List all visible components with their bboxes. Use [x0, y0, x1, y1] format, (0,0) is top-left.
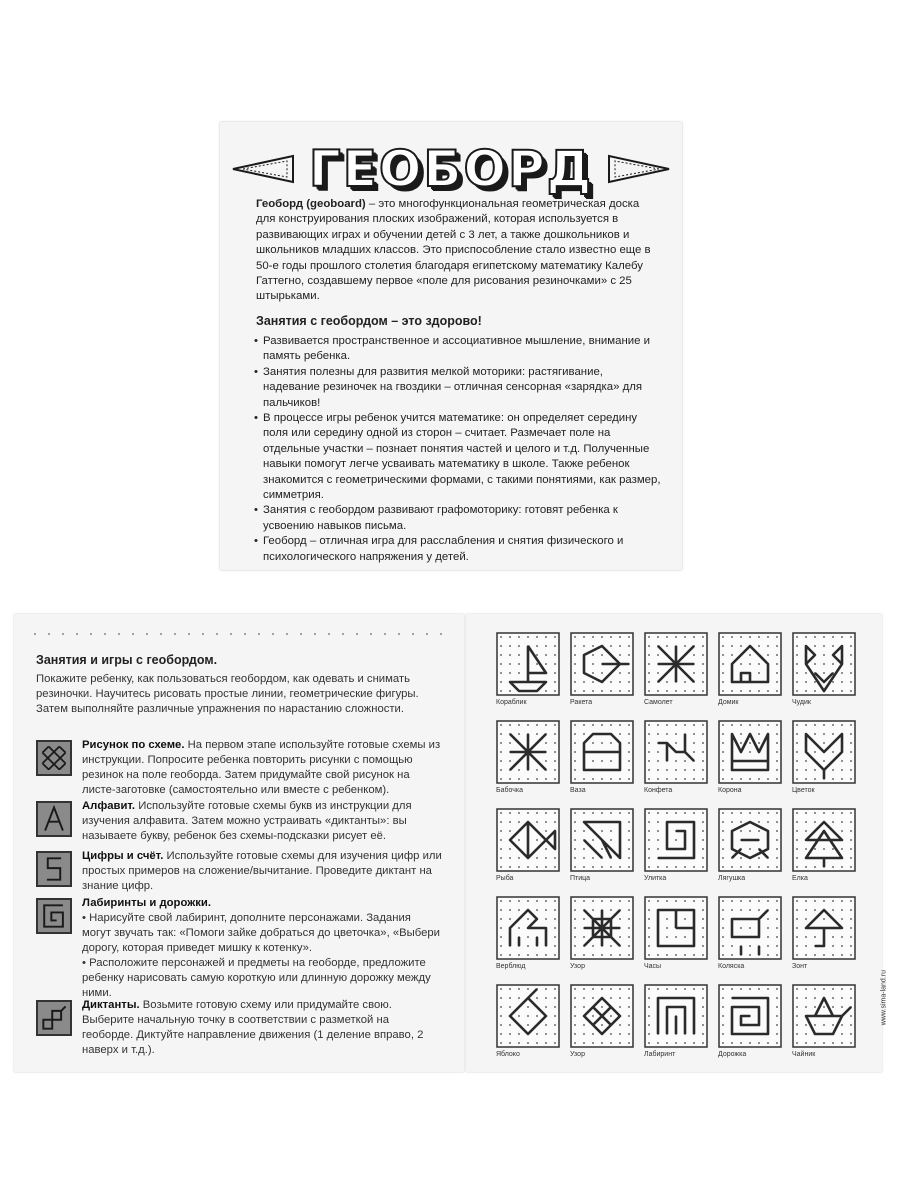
geoboard-pattern-icon	[718, 808, 782, 872]
pattern-card	[570, 808, 634, 888]
pattern-label: Кораблик	[496, 699, 527, 706]
geoboard-info-page	[220, 122, 682, 570]
geoboard-pattern-icon	[570, 720, 634, 784]
activity-title: Диктанты.	[82, 999, 140, 1011]
pattern-card	[644, 720, 708, 800]
geoboard-pattern-icon	[644, 632, 708, 696]
activity-title: Рисунок по схеме.	[82, 739, 185, 751]
pattern-card	[496, 632, 560, 712]
activity-title: Цифры и счёт.	[82, 850, 164, 862]
pattern-card	[570, 984, 634, 1064]
pattern-label: Птица	[570, 875, 591, 882]
geoboard-pattern-icon	[792, 984, 856, 1048]
pattern-label: Цветок	[792, 787, 815, 794]
geoboard-pattern-icon	[570, 808, 634, 872]
geoboard-pattern-icon	[570, 896, 634, 960]
digit-5-icon	[36, 851, 72, 887]
geoboard-pattern-icon	[792, 632, 856, 696]
list-item: • В процессе игры ребенок учится математике: он определяет середину поля или середину одной из сторон – считает. Размечает поле на отдельные участки – познает понятия частей и целого и т.д. Полученные навыки помогут легче усваивать математику в школе. Также ребенок знакомится с геометрическими формами, с такими понятиями, как размер, симметрия.	[256, 411, 662, 503]
pattern-card	[718, 808, 782, 888]
pattern-card	[718, 984, 782, 1064]
pattern-label: Верблюд	[496, 963, 526, 970]
geoboard-pattern-icon	[496, 896, 560, 960]
pattern-label: Домик	[718, 699, 739, 706]
intro-term: Геоборд (geoboard)	[256, 198, 366, 210]
geoboard-pattern-icon	[570, 632, 634, 696]
benefits-heading: Занятия с геобордом – это здорово!	[256, 314, 482, 328]
pattern-card	[718, 896, 782, 976]
geoboard-pattern-icon	[496, 632, 560, 696]
pattern-label: Елка	[792, 875, 808, 882]
geoboard-pattern-icon	[792, 808, 856, 872]
pattern-card	[570, 632, 634, 712]
geoboard-pattern-icon	[644, 720, 708, 784]
activity-text: На первом этапе используйте готовые схемы из инструкции. Попросите ребенка повторить рисунки с помощью резинок на поле геоборда. Затем придумайте свой рисунок на листе-заготовке (самостоятельно или вместе с ребенком).	[82, 739, 441, 796]
list-item: • Занятия с геобордом развивают графомоторику: готовят ребенка к усвоению навыков письма.	[256, 503, 662, 534]
pattern-label: Ракета	[570, 699, 593, 706]
pattern-card	[792, 808, 856, 888]
pattern-label: Узор	[570, 963, 585, 970]
activity-text: Возьмите готовую схему или придумайте свою. Выберите начальную точку в соответствии с разметкой на геоборде. Диктуйте направление движения (1 деление вправо, 2 наверх и т.д.).	[82, 999, 424, 1056]
geoboard-pattern-icon	[570, 984, 634, 1048]
pattern-label: Коляска	[718, 963, 745, 970]
instruction-spread	[14, 614, 887, 1072]
patterns-page	[466, 614, 887, 1072]
pattern-card	[644, 896, 708, 976]
dot-divider	[28, 632, 448, 636]
pattern-label: Часы	[644, 963, 662, 970]
right-ornament-icon	[607, 154, 671, 184]
website-url: www.sima-land.ru	[880, 970, 887, 1026]
cross-pattern-icon	[36, 740, 72, 776]
pattern-label: Самолет	[644, 699, 673, 706]
pattern-card	[792, 720, 856, 800]
pattern-label: Яблоко	[496, 1051, 520, 1058]
pattern-label: Дорожка	[718, 1051, 747, 1058]
letter-a-icon	[36, 801, 72, 837]
pattern-label: Чайник	[792, 1051, 816, 1058]
pattern-label: Лабиринт	[644, 1051, 676, 1058]
activity-title: Лабиринты и дорожки.	[82, 897, 211, 909]
pattern-label: Корона	[718, 787, 742, 794]
geoboard-pattern-icon	[496, 808, 560, 872]
games-intro: Покажите ребенку, как пользоваться геобордом, как одевать и снимать резиночки. Научитесь рисовать простые линии, геометрические фигуры. Затем выполняйте различные упражнения по нарастанию сложности.	[36, 673, 419, 715]
geoboard-pattern-icon	[718, 720, 782, 784]
games-page	[14, 614, 464, 1072]
geoboard-pattern-icon	[718, 984, 782, 1048]
intro-text: – это многофункциональная геометрическая доска для конструирования плоских изображений, которая используется в развивающих играх и обучении детей с 3 лет, а также дошкольников и школьников младших классов. Это приспособление стало известно еще в 50-е годы прошлого столетия благодаря египетскому математику Калебу Гаттегно, создавшему первое «поле для рисования резиночками» с 25 штырьками.	[256, 198, 651, 303]
geoboard-pattern-icon	[644, 808, 708, 872]
geoboard-pattern-icon	[718, 896, 782, 960]
pattern-label: Зонт	[792, 963, 808, 970]
pattern-card	[644, 984, 708, 1064]
pattern-label: Лягушка	[718, 875, 746, 882]
pattern-label: Ваза	[570, 787, 586, 794]
pattern-card	[792, 984, 856, 1064]
pattern-label: Улитка	[644, 875, 667, 882]
pattern-card	[496, 808, 560, 888]
pattern-label: Бабочка	[496, 787, 523, 794]
intro-paragraph	[256, 197, 654, 305]
title-banner	[220, 136, 682, 202]
maze-icon	[36, 898, 72, 934]
left-ornament-icon	[231, 154, 295, 184]
activity-text: • Нарисуйте свой лабиринт, дополните персонажами. Задания могут звучать так: «Помоги зайке добраться до цветочка», «Выбери дорогу, которая приведет мишку к котенку». • Расположите персонажей и предметы на геоборде, предложите ребенку нарисовать самую короткую или длинную дорожку между ними.	[82, 912, 440, 999]
games-heading: Занятия и игры с геобордом.	[36, 653, 218, 667]
pattern-card	[570, 720, 634, 800]
geoboard-pattern-icon	[496, 984, 560, 1048]
pattern-label: Конфета	[644, 787, 673, 794]
activity-text: Используйте готовые схемы для изучения цифр или простых примеров на сложение/вычитание. Проведите диктант на знание цифр.	[82, 850, 442, 892]
pattern-label: Чудик	[792, 699, 811, 706]
dictation-path-icon	[36, 1000, 72, 1036]
pattern-card	[496, 984, 560, 1064]
pattern-card	[792, 632, 856, 712]
geoboard-pattern-icon	[792, 720, 856, 784]
pattern-card	[644, 632, 708, 712]
activity-title: Алфавит.	[82, 800, 136, 812]
list-item: • Занятия полезны для развития мелкой моторики: растягивание, надевание резиночек на гвоздики – отличная сенсорная «зарядка» для пальчиков!	[256, 365, 662, 411]
geoboard-pattern-icon	[792, 896, 856, 960]
benefits-list	[256, 334, 662, 565]
geoboard-pattern-icon	[644, 984, 708, 1048]
geoboard-pattern-icon	[718, 632, 782, 696]
pattern-card	[792, 896, 856, 976]
pattern-label: Рыба	[496, 875, 514, 882]
pattern-card	[496, 720, 560, 800]
pattern-card	[496, 896, 560, 976]
list-item: • Геоборд – отличная игра для расслабления и снятия физического и психологического напряжения у детей.	[256, 534, 662, 565]
geoboard-pattern-icon	[496, 720, 560, 784]
list-item: • Развивается пространственное и ассоциативное мышление, внимание и память ребенка.	[256, 334, 662, 365]
pattern-label: Узор	[570, 1051, 585, 1058]
activity-text: Используйте готовые схемы букв из инструкции для изучения алфавита. Затем можно устраивать «диктанты»: вы называете букву, ребенок без схемы-подсказки рисует её.	[82, 800, 412, 842]
pattern-card	[644, 808, 708, 888]
pattern-card	[718, 632, 782, 712]
pattern-card	[570, 896, 634, 976]
geoboard-pattern-icon	[644, 896, 708, 960]
page-title: ГЕОБОРД	[308, 140, 594, 198]
pattern-card	[718, 720, 782, 800]
